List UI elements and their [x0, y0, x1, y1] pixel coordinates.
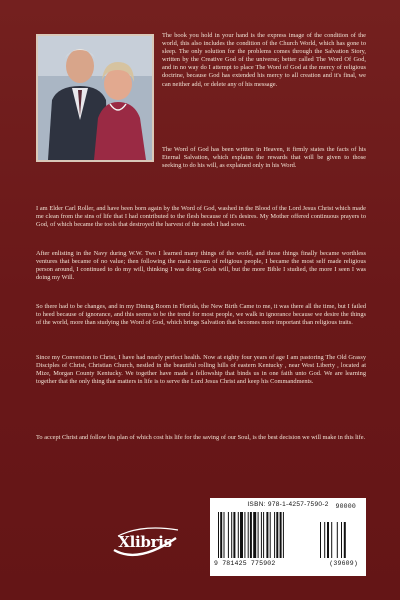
intro-paragraph: The book you hold in your hand is the express image of the condition of the world, this also includes the condition of the Church World, which has gone to sleep. The only solution for the problems comes through the Salvation Story, written by the Creative God of the universe; better called The Word Of God, and in no way do I attempt to place The Word of God at the mercy of religious doctrine, because God has extended his mercy to all creation and it's final, we can neither add, or delete any of his message.: [162, 32, 366, 88]
new-birth-paragraph: So there had to be changes, and in my Dining Room in Florida, the New Birth Came to me, it was there all the time, but I failed to heed because of ignorance, and this seems to be the trend for most people, we walk in ignorance because we desire the things of the world, more than studying the Word of God, which brings Salvation that becomes more important than religious traits.: [36, 303, 366, 327]
author-intro-paragraph: I am Elder Carl Roller, and have been born again by the Word of God, washed in the Blood of the Lord Jesus Christ which made me clean from the sins of life that I had contributed to the flesh because of it's desires. My Mother offered continuous prayers to God, of which became the tools that destroyed the harvest of the seeds I had sown.: [36, 205, 366, 229]
author-photo-image: [38, 36, 152, 160]
publisher-logo: [108, 520, 182, 566]
barcode-box: [210, 498, 366, 576]
author-photo: [36, 34, 154, 162]
ean-digits: 9 781425 775902: [214, 560, 276, 567]
publisher-name: Xlibris: [118, 533, 172, 551]
barcode-code: (39609): [329, 560, 358, 567]
closing-paragraph: To accept Christ and follow his plan of which cost his life for the saving of our Soul, is the best decision we will make in this life.: [36, 434, 366, 441]
word-of-god-paragraph: The Word of God has been written in Heaven, it firmly states the facts of his Eternal Salvation, which explains the rewards that will be given to those seeking to do his will, as explained only in his Word.: [162, 146, 366, 170]
isbn-text: ISBN: 978-1-4257-7590-2: [247, 501, 329, 508]
addon-digits: 90000: [335, 503, 356, 510]
barcode-icon: [216, 512, 360, 558]
navy-paragraph: After enlisting in the Navy during W.W. Two I learned many things of the world, and those things finally became worthless ventures that became of no value; then following the main stream of religious people, I became the most self made religious person around, I continued to do my will, thinking I was doing Gods will, but the more Bible I studied, the more I seen I was doing my Will.: [36, 250, 366, 282]
conversion-paragraph: Since my Conversion to Christ, I have had nearly perfect health. Now at eighty four years of age I am pastoring The Old Grassy Disciples of Christ, Christian Church, nestled in the beautiful rolling hills of eastern Kentucky , near West Liberty , located at Mize, Morgan County Kentucky. We together have made a fellowship that binds us in one faith unto God. We are learning together that the only thing that matters in life is to serve the Lord Jesus Christ and keep his Commandments.: [36, 354, 366, 386]
